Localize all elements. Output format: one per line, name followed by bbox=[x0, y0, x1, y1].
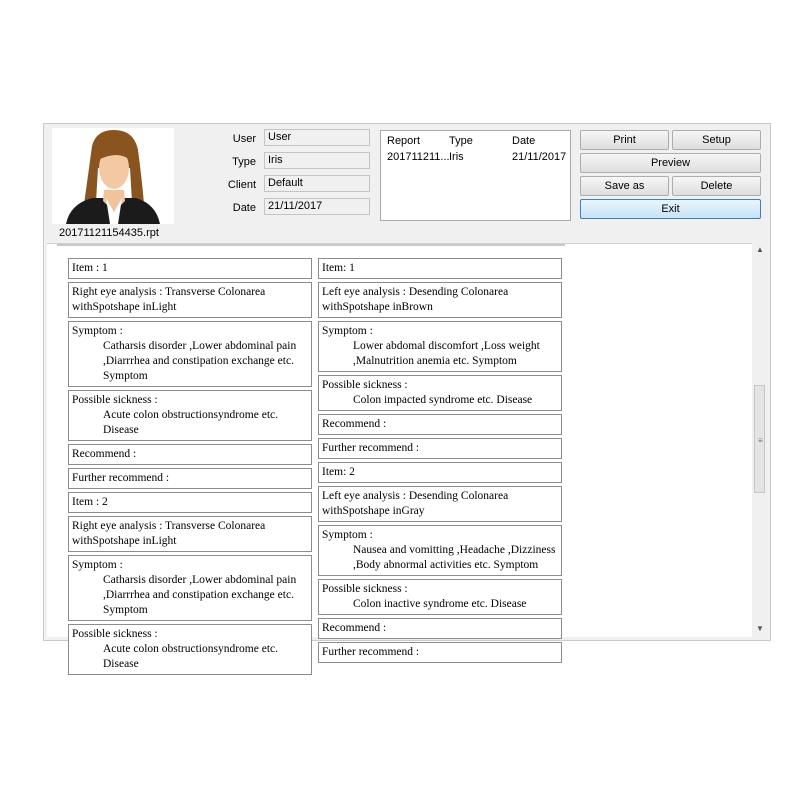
page-top-border bbox=[57, 244, 565, 246]
symptom-cell bbox=[318, 321, 562, 372]
sickness-cell bbox=[68, 390, 312, 441]
eye-analysis: Left eye analysis : Desending Colonarea withSpotshape inBrown bbox=[318, 282, 562, 318]
item-title: Item: 2 bbox=[318, 462, 562, 483]
type-label: Type bbox=[232, 156, 256, 168]
symptom-label: Symptom : bbox=[72, 559, 123, 571]
eye-analysis: Left eye analysis : Desending Colonarea withSpotshape inGray bbox=[318, 486, 562, 522]
symptom-label: Symptom : bbox=[72, 325, 123, 337]
eye-analysis: Right eye analysis : Transverse Colonarea withSpotshape inLight bbox=[68, 516, 312, 552]
date-field[interactable]: 21/11/2017 bbox=[264, 198, 370, 215]
report-content[interactable] bbox=[47, 243, 752, 670]
symptom-text: Catharsis disorder ,Lower abdominal pain ,Diarrrhea and constipation exchange etc. Symptom bbox=[103, 574, 297, 616]
type-field[interactable]: Iris bbox=[264, 152, 370, 169]
further-recommend-cell: Further recommend : bbox=[68, 468, 312, 489]
client-label: Client bbox=[227, 179, 256, 191]
symptom-text: Lower abdomal discomfort ,Loss weight ,Malnutrition anemia etc. Symptom bbox=[353, 340, 540, 367]
recommend-cell: Recommend : bbox=[318, 414, 562, 435]
report-column-header[interactable]: Report bbox=[387, 135, 421, 147]
sickness-cell bbox=[318, 375, 562, 411]
setup-button[interactable]: Setup bbox=[672, 130, 761, 150]
item-title: Item: 1 bbox=[318, 258, 562, 279]
sickness-label: Possible sickness : bbox=[322, 379, 408, 391]
report-list[interactable] bbox=[380, 130, 571, 221]
date-label: Date bbox=[232, 202, 256, 214]
sickness-text: Colon impacted syndrome etc. Disease bbox=[353, 394, 533, 406]
client-photo bbox=[52, 128, 174, 224]
sickness-text: Acute colon obstructionsyndrome etc. Disease bbox=[103, 409, 279, 436]
sickness-text: Acute colon obstructionsyndrome etc. Disease bbox=[103, 643, 279, 670]
further-recommend-cell: Further recommend : bbox=[318, 642, 562, 663]
symptom-text: Catharsis disorder ,Lower abdominal pain ,Diarrrhea and constipation exchange etc. Symptom bbox=[103, 340, 297, 382]
user-label: User bbox=[232, 133, 256, 145]
sickness-text: Colon inactive syndrome etc. Disease bbox=[353, 598, 527, 610]
vertical-scrollbar[interactable] bbox=[752, 243, 768, 636]
exit-button[interactable]: Exit bbox=[580, 199, 761, 219]
symptom-cell bbox=[318, 525, 562, 576]
symptom-cell bbox=[68, 555, 312, 621]
report-row-type[interactable]: Iris bbox=[449, 151, 464, 163]
sickness-label: Possible sickness : bbox=[72, 394, 158, 406]
save-as-button[interactable]: Save as bbox=[580, 176, 669, 196]
report-window bbox=[43, 123, 771, 670]
type-column-header[interactable]: Type bbox=[449, 135, 473, 147]
eye-analysis: Right eye analysis : Transverse Colonarea withSpotshape inLight bbox=[68, 282, 312, 318]
preview-button[interactable]: Preview bbox=[580, 153, 761, 173]
user-field[interactable]: User bbox=[264, 129, 370, 146]
item-title: Item : 1 bbox=[68, 258, 312, 279]
client-field[interactable]: Default bbox=[264, 175, 370, 192]
sickness-label: Possible sickness : bbox=[72, 628, 158, 640]
grip-icon: ≡ bbox=[758, 436, 763, 445]
scroll-down-icon[interactable]: ▼ bbox=[756, 624, 764, 633]
left-eye-column bbox=[318, 258, 562, 666]
sickness-label: Possible sickness : bbox=[322, 583, 408, 595]
symptom-label: Symptom : bbox=[322, 325, 373, 337]
sickness-cell bbox=[68, 624, 312, 675]
symptom-cell bbox=[68, 321, 312, 387]
report-row-name[interactable]: 201711211... bbox=[387, 151, 450, 163]
sickness-cell bbox=[318, 579, 562, 615]
date-column-header[interactable]: Date bbox=[512, 135, 536, 147]
scroll-thumb[interactable] bbox=[754, 385, 765, 493]
further-recommend-cell: Further recommend : bbox=[318, 438, 562, 459]
recommend-cell: Recommend : bbox=[68, 444, 312, 465]
recommend-cell: Recommend : bbox=[318, 618, 562, 639]
right-eye-column bbox=[68, 258, 312, 678]
symptom-text: Nausea and vomitting ,Headache ,Dizziness ,Body abnormal activities etc. Symptom bbox=[353, 544, 556, 571]
delete-button[interactable]: Delete bbox=[672, 176, 761, 196]
print-button[interactable]: Print bbox=[580, 130, 669, 150]
scroll-up-icon[interactable]: ▲ bbox=[756, 245, 764, 254]
report-row-date[interactable]: 21/11/2017 bbox=[512, 151, 567, 163]
item-title: Item : 2 bbox=[68, 492, 312, 513]
woman-avatar-icon bbox=[52, 128, 174, 224]
report-filename: 20171121154435.rpt bbox=[59, 227, 159, 239]
symptom-label: Symptom : bbox=[322, 529, 373, 541]
